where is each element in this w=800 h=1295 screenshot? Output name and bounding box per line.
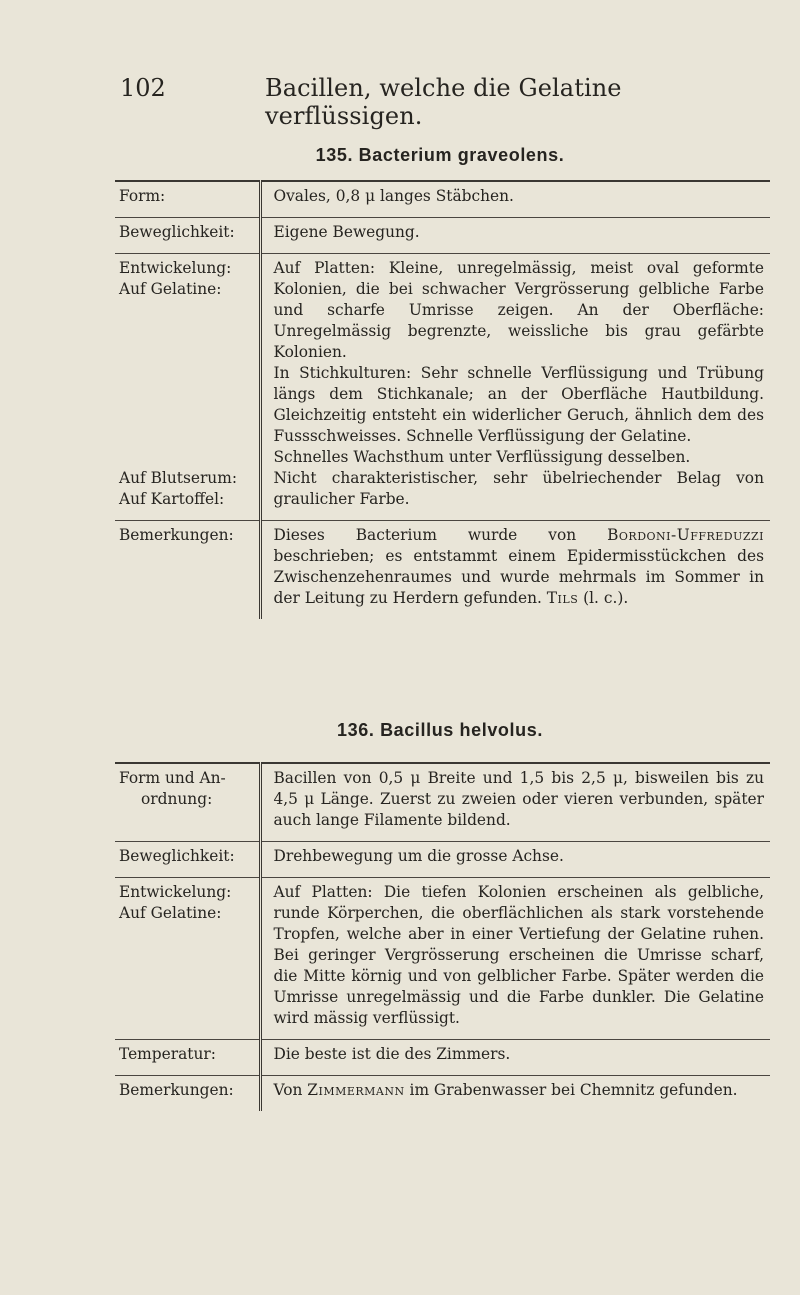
table-row [115, 181, 770, 218]
row-label: Entwickelung: Auf Gelatine: Auf Blutserum: Auf Kartoffel: [119, 259, 237, 508]
table-row [115, 763, 770, 842]
row-label: Form und An- ordnung: [119, 769, 226, 808]
blutserum-text: Schnelles Wachsthum unter Verflüssigung desselben. [273, 448, 691, 466]
table-row [115, 521, 770, 620]
row-value: Auf Platten: Die tiefen Kolonien erscheinen als gelbliche, runde Körperchen, die oberflächlichen als stark vorstehende Tropfen, welche aber in einer Vertiefung der Gelatine ruhen. Bei geringer Vergrösserung erscheinen die Umrisse scharf, die Mitte körnig und von gelblicher Farbe. Später werden die Umrisse unregelmässig und die Farbe dunkler. Die Gelatine wird mässig verflüssigt. [260, 878, 770, 1040]
row-value [260, 254, 770, 521]
gelatine-stich-text: In Stichkulturen: Sehr schnelle Verflüssigung und Trübung längs dem Stichkanale; an der Oberfläche Hautbildung. Gleichzeitig entsteht ein widerlicher Geruch, ähnlich dem des Fussschweisses. Schnelle Verflüssigung der Gelatine. [273, 364, 764, 445]
gelatine-platten-text: Auf Platten: Kleine, unregelmässig, meist oval geformte Kolonien, die bei schwacher Vergrösserung gelbliche Farbe und scharfe Umrisse zeigen. An der Oberfläche: Unregelmässig begrenzte, weissliche bis grau gefärbte Kolonien. [273, 259, 764, 361]
author-name: Bordoni-Uffreduzzi [607, 526, 764, 544]
kartoffel-text: Nicht charakteristischer, sehr übelriechender Belag von graulicher Farbe. [273, 469, 764, 508]
row-label: Temperatur: [119, 1045, 216, 1063]
page-header [120, 70, 760, 130]
table-row [115, 1076, 770, 1112]
row-value: Bacillen von 0,5 μ Breite und 1,5 bis 2,5 μ, bisweilen bis zu 4,5 μ Länge. Zuerst zu zweien oder vieren verbunden, später auch lange Filamente bildend. [260, 763, 770, 842]
entry-table-136 [115, 762, 770, 1111]
page-number: 102 [120, 74, 166, 102]
author-name: Tils [546, 589, 579, 607]
row-value: Von Zimmermann im Grabenwasser bei Chemnitz gefunden. [260, 1076, 770, 1112]
table-row [115, 218, 770, 254]
table-row [115, 254, 770, 521]
row-label: Form: [119, 187, 166, 205]
row-label: Entwickelung: Auf Gelatine: [119, 883, 232, 922]
row-value: Die beste ist die des Zimmers. [260, 1040, 770, 1076]
entry-title-136: 136. Bacillus helvolus. [337, 720, 543, 740]
entry-table-135 [115, 180, 770, 619]
row-label: Beweglichkeit: [119, 223, 235, 241]
row-value: Dieses Bacterium wurde von Bordoni-Uffreduzzi beschrieben; es entstammt einem Epidermisstückchen des Zwischenzehenraumes und wurde mehrmals im Sommer in der Leitung zu Herdern gefunden. Tils (l. c.). [260, 521, 770, 620]
table-row [115, 842, 770, 878]
row-value: Eigene Bewegung. [260, 218, 770, 254]
row-value: Drehbewegung um die grosse Achse. [260, 842, 770, 878]
row-label: Beweglichkeit: [119, 847, 235, 865]
row-value: Ovales, 0,8 μ langes Stäbchen. [260, 181, 770, 218]
running-title: Bacillen, welche die Gelatine verflüssigen. [265, 74, 622, 130]
entry-title-135: 135. Bacterium graveolens. [315, 145, 565, 165]
table-row [115, 1040, 770, 1076]
table-row [115, 878, 770, 1040]
author-name: Zimmermann [307, 1081, 405, 1099]
row-label: Bemerkungen: [119, 526, 234, 544]
row-label: Bemerkungen: [119, 1081, 234, 1099]
